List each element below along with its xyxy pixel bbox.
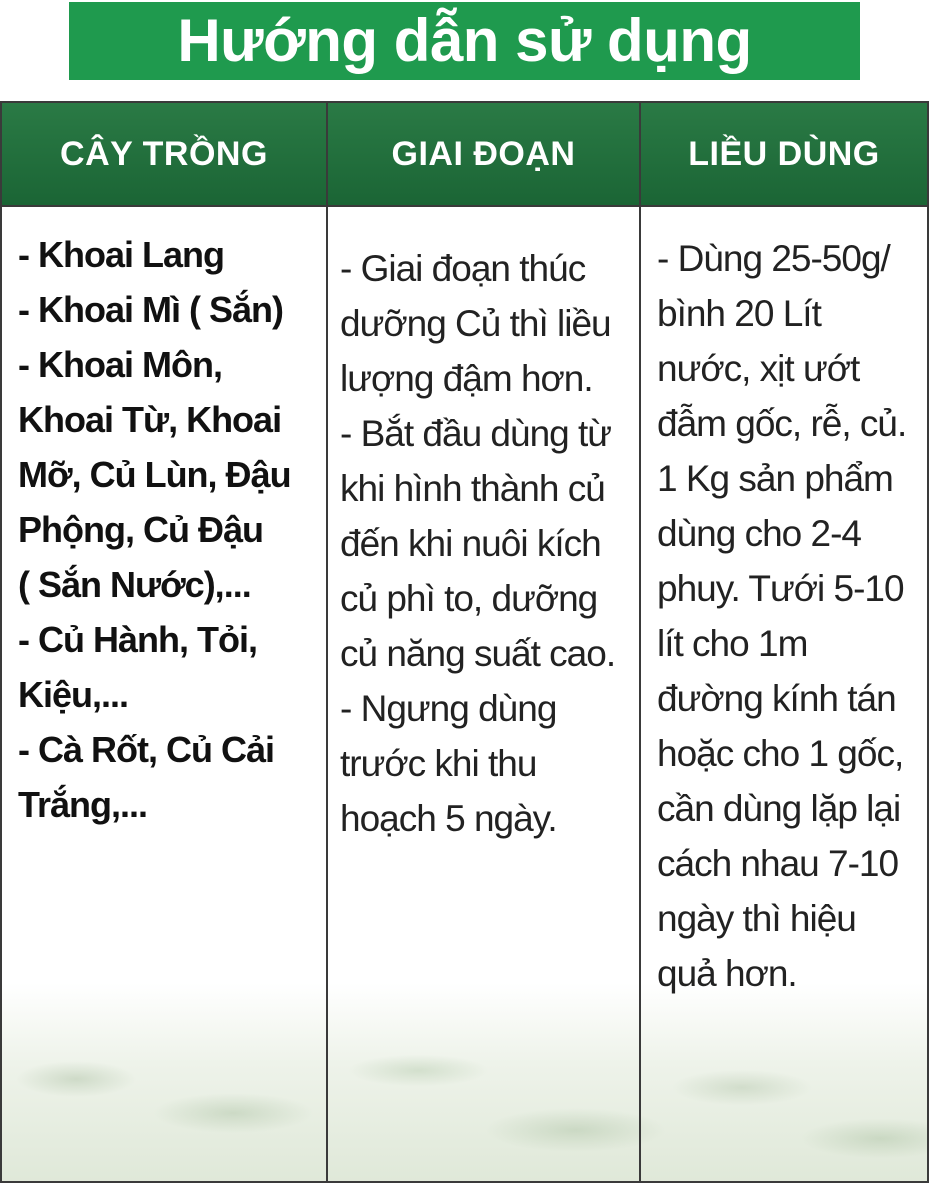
column-divider (639, 103, 641, 1181)
stage-line: đến khi nuôi kích (340, 523, 601, 564)
dosage-line: 1 Kg sản phẩm (657, 458, 893, 499)
dosage-line: cần dùng lặp lại (657, 788, 901, 829)
dosage-line: đẫm gốc, rễ, củ. (657, 403, 907, 444)
stage-line: củ phì to, dưỡng (340, 578, 598, 619)
stage-line: củ năng suất cao. (340, 633, 616, 674)
crop-line: - Khoai Mì ( Sắn) (18, 289, 283, 330)
crop-line: - Cà Rốt, Củ Cải (18, 729, 275, 770)
column-divider (326, 103, 328, 1181)
dosage-line: - Dùng 25-50g/ (657, 238, 890, 279)
crop-line: Kiệu,... (18, 674, 129, 715)
usage-table (0, 101, 929, 1183)
stage-line: - Ngưng dùng (340, 688, 557, 729)
field-background (2, 1011, 927, 1181)
stage-line: - Giai đoạn thúc (340, 248, 586, 289)
crop-line: Phộng, Củ Đậu (18, 509, 263, 550)
dosage-line: dùng cho 2-4 (657, 513, 862, 554)
crop-line: Mỡ, Củ Lùn, Đậu (18, 454, 291, 495)
dosage-line: quả hơn. (657, 953, 797, 994)
header-dosage: LIỀU DÙNG (688, 134, 880, 173)
dosage-line: phuy. Tưới 5-10 (657, 568, 904, 609)
dosage-line: lít cho 1m (657, 623, 808, 664)
dosage-line: cách nhau 7-10 (657, 843, 899, 884)
stage-cell (340, 241, 638, 846)
crop-cell (18, 227, 324, 832)
crop-line: - Củ Hành, Tỏi, (18, 619, 257, 660)
crop-line: Khoai Từ, Khoai (18, 399, 282, 440)
stage-line: hoạch 5 ngày. (340, 798, 557, 839)
dosage-line: nước, xịt ướt (657, 348, 860, 389)
crop-line: - Khoai Lang (18, 234, 224, 275)
title-banner (69, 2, 860, 80)
header-stage: GIAI ĐOẠN (391, 134, 576, 173)
dosage-line: ngày thì hiệu (657, 898, 856, 939)
crop-line: ( Sắn Nước),... (18, 564, 251, 605)
stage-line: lượng đậm hơn. (340, 358, 593, 399)
dosage-cell (657, 231, 927, 1001)
dosage-line: bình 20 Lít (657, 293, 821, 334)
header-crop: CÂY TRỒNG (60, 134, 268, 173)
crop-line: - Khoai Môn, (18, 344, 222, 385)
stage-line: dưỡng Củ thì liều (340, 303, 611, 344)
page-title: Hướng dẫn sử dụng (177, 7, 752, 74)
stage-line: trước khi thu (340, 743, 537, 784)
dosage-line: hoặc cho 1 gốc, (657, 733, 904, 774)
stage-line: khi hình thành củ (340, 468, 605, 509)
dosage-line: đường kính tán (657, 678, 896, 719)
stage-line: - Bắt đầu dùng từ (340, 413, 612, 454)
crop-line: Trắng,... (18, 784, 148, 825)
